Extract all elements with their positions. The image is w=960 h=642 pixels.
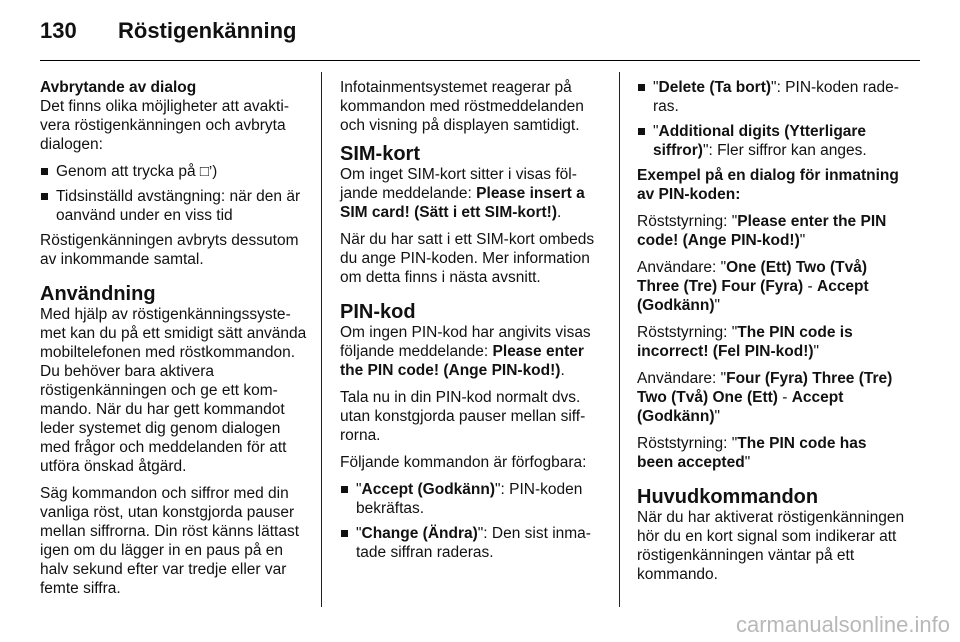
dialog-line: Röststyrning: "Please enter the PIN code! (Ange PIN-kod!)" xyxy=(637,213,887,249)
page-title: Röstigenkänning xyxy=(118,18,297,43)
paragraph: Röstigenkänningen avbryts dessutom av inkommande samtal. xyxy=(40,232,299,268)
dialog-text: Four (Fyra) Three (Tre) Two (Två) One (Ett) xyxy=(637,370,893,406)
section-title-main-commands: Huvudkommandon xyxy=(637,486,819,508)
column-2 xyxy=(340,78,608,568)
punctuation: . xyxy=(560,362,565,379)
punctuation: . xyxy=(557,204,562,221)
command-name: Additional digits (Ytterligare siffror) xyxy=(653,123,867,159)
bullet-icon xyxy=(638,84,645,91)
list-item-text: Genom att trycka på xyxy=(56,163,196,180)
paragraph: Följande kommandon är förfogbara: xyxy=(340,454,587,471)
list-item: "Delete (Ta bort)": PIN-koden raderas. xyxy=(637,78,905,116)
bullet-icon xyxy=(341,486,348,493)
display-message: Please enter the PIN code! (Ange PIN-kod!) xyxy=(340,343,584,379)
list-item: "Accept (Godkänn)": PIN-koden bekräftas. xyxy=(340,480,608,518)
dialog-text: Accept (Godkänn) xyxy=(637,389,844,425)
paragraph xyxy=(340,323,608,380)
paragraph: Säg kommandon och siffror med din vanliga röst, utan konstgjorda pauser mellan siffrorna. Din röst känns lättast igen om du lägger in en paus på en halv sekund efter var tredje eller var femte siffra. xyxy=(40,485,300,597)
speaker-label: Röststyrning: xyxy=(637,213,732,230)
separator: - xyxy=(777,389,792,406)
command-description: : Fler siffror kan anges. xyxy=(708,142,867,159)
paragraph xyxy=(340,165,608,222)
header-rule xyxy=(40,60,920,61)
dialog-text: One (Ett) Two (Två) Three (Tre) Four (Fyra) xyxy=(637,259,868,295)
watermark: carmanualsonline.info xyxy=(735,612,950,637)
section-title-pin-code: PIN-kod xyxy=(340,301,416,323)
dialog-text: The PIN code is incorrect! (Fel PIN-kod!) xyxy=(637,324,853,360)
page-header xyxy=(0,0,960,58)
separator: - xyxy=(803,278,817,295)
column-divider xyxy=(321,72,322,607)
paragraph: Tala nu in din PIN-kod normalt dvs. utan konstgjorda pauser mellan siffrorna. xyxy=(340,389,586,444)
paragraph: Med hjälp av röstigenkänningssystemet kan du på ett smidigt sätt använda mobiltelefonen med röstkommandon. Du behöver bara aktivera röstigenkänningen och ge ett kommando. När du har gett kommandot leder systemet dig genom dialogen med frågor och meddelanden för att utföra önskad åtgärd. xyxy=(40,306,307,475)
bullet-icon xyxy=(41,168,48,175)
dialog-line: Röststyrning: "The PIN code has been accepted" xyxy=(637,435,867,471)
command-name: Delete (Ta bort) xyxy=(658,79,772,96)
dialog-line: Användare: "Four (Fyra) Three (Tre) Two (Två) One (Ett) - Accept (Godkänn)" xyxy=(637,370,893,425)
list-item xyxy=(40,187,308,225)
paragraph: Infotainmentsystemet reagerar på kommandon med röstmeddelanden och visning på displayen samtidigt. xyxy=(340,79,584,134)
bullet-icon xyxy=(41,193,48,200)
dialog-text: Accept (Godkänn) xyxy=(637,278,869,314)
example-heading: Exempel på en dialog för inmatning av PIN-koden: xyxy=(637,167,899,203)
paragraph: Det finns olika möjligheter att avaktivera röstigenkänningen och avbryta dialogen: xyxy=(40,98,289,153)
list-item-text: Tidsinställd avstängning: när den är oanvänd under en viss tid xyxy=(56,188,301,224)
list-item: "Additional digits (Ytterligare siffror)": Fler siffror kan anges. xyxy=(637,122,905,160)
paragraph: När du har satt i ett SIM-kort ombeds du ange PIN-koden. Mer information om detta finns i nästa avsnitt. xyxy=(340,231,595,286)
voice-button-icon: □’) xyxy=(199,163,218,180)
speaker-label: Användare: xyxy=(637,259,721,276)
column-3 xyxy=(637,78,905,592)
command-description: : PIN-koden bekräftas. xyxy=(356,481,583,517)
section-title-usage: Användning xyxy=(40,283,156,305)
paragraph-text: Om ingen PIN-kod har angivits visas följande meddelande: xyxy=(340,324,591,360)
dialog-text: Please enter the PIN code! (Ange PIN-kod!) xyxy=(637,213,887,249)
dialog-line: Användare: "One (Ett) Two (Två) Three (Tre) Four (Fyra) - Accept (Godkänn)" xyxy=(637,259,869,314)
paragraph-text: Om inget SIM-kort sitter i visas följande meddelande: xyxy=(340,166,577,202)
dialog-text: The PIN code has been accepted xyxy=(637,435,867,471)
list-item: "Change (Ändra)": Den sist inmatade siffran raderas. xyxy=(340,524,608,562)
bullet-icon xyxy=(341,530,348,537)
command-name: Change (Ändra) xyxy=(361,525,478,542)
command-name: Accept (Godkänn) xyxy=(361,481,495,498)
page-number: 130 xyxy=(40,18,77,43)
command-description: : PIN-koden raderas. xyxy=(653,79,899,115)
column-1 xyxy=(40,78,308,606)
speaker-label: Röststyrning: xyxy=(637,435,732,452)
speaker-label: Användare: xyxy=(637,370,721,387)
speaker-label: Röststyrning: xyxy=(637,324,732,341)
command-description: : Den sist inmatade siffran raderas. xyxy=(356,525,591,561)
paragraph: När du har aktiverat röstigenkänningen hör du en kort signal som indikerar att röstigenkänningen väntar på ett kommando. xyxy=(637,509,905,583)
section-heading-cancel-dialog: Avbrytande av dialog xyxy=(40,79,197,96)
list-item xyxy=(40,162,308,181)
display-message: Please insert a SIM card! (Sätt i ett SIM-kort!) xyxy=(340,185,585,221)
section-title-sim-card: SIM-kort xyxy=(340,143,420,165)
column-divider xyxy=(619,72,620,607)
bullet-icon xyxy=(638,128,645,135)
dialog-line: Röststyrning: "The PIN code is incorrect! (Fel PIN-kod!)" xyxy=(637,324,853,360)
